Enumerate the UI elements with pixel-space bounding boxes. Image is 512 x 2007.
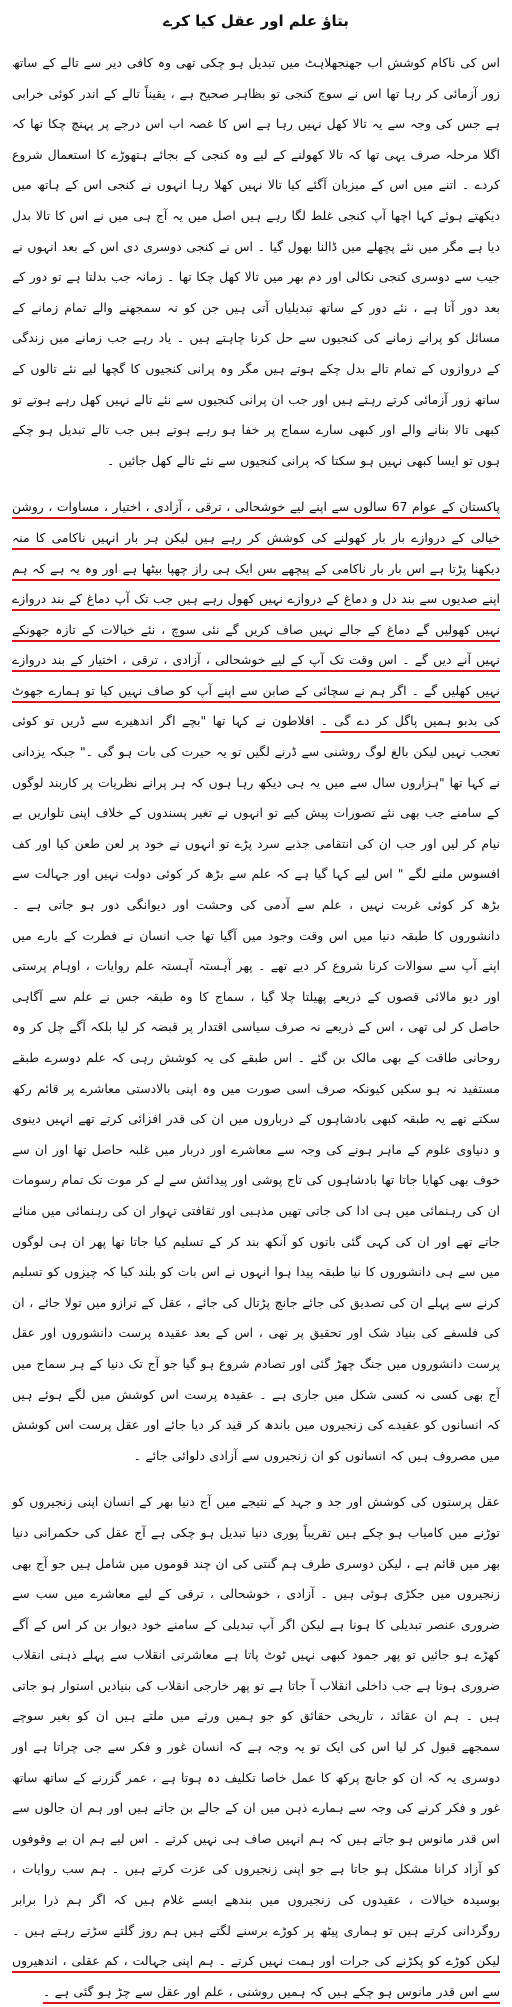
article-paragraph-1: اس کی ناکام کوشش اب جھنجھلاہٹ میں تبدیل ہو چکی تھی وہ کافی دیر سے تالے کے ساتھ زور آزمائی کر رہا تھا اس نے سوچ کنجی تو بظاہر صحیح ہے ، یقیناً تالے کے اندر کوئی خرابی ہے جس کی وجہ سے یہ تالا کھل نہیں رہا ہے اس کا غصہ اب اس درجے پر پہنچ چکا تھا کہ اگلا مرحلہ صرف یہی تھا کہ تالا کھولنے کے لیے وہ کنجی کے بجائے ہتھوڑے کا استعمال شروع کردے ۔ اتنے میں اس کے میزبان آگئے کیا تالا نہیں کھلا رہا انہوں نے کنجی اس کے ہاتھ میں دیکھتے ہوئے کہا اچھا آپ کنجی غلط لگا رہے ہیں اصل میں یہ آج ہی میں نے اس کا تالا بدل دیا ہے مگر میں نئے پچھلے میں ڈالنا بھول گیا ۔ اس نے کنجی دوسری دی اس کے بعد انہوں نے جیب سے دوسری کنجی نکالی اور دم بھر میں تالا کھل چکا تھا ۔ زمانہ جب بدلتا ہے تو دور کے بعد دور آتا ہے ، نئے دور کے ساتھ تبدیلیاں آتی ہیں جن کو نہ سمجھنے والے تمام زمانے کے مسائل کو پرانے زمانے کی کنجیوں سے حل کرنا چاہتے ہیں ۔ یاد رہے جب زمانے میں زندگی کے دروازوں کے تمام تالے بدل چکے ہوتے ہیں مگر وہ پرانی کنجیوں کا گچھا لیے نئے تالوں کے ساتھ زور آزمائی کرتے رہتے ہیں اور جب ان پرانی کنجیوں سے نئے تالے نہیں کھل رہے ہوتے تو کبھی تالا بنانے والے اور کبھی سارے سماج پر خفا ہو رہے ہوتے ہیں جب تالے تبدیل ہو چکے ہوں تو ایسا کبھی نہیں ہو سکتا کہ پرانی کنجیوں سے نئے تالے کھل جائیں ۔ xyxy=(12,55,500,468)
article-paragraph-2 xyxy=(12,492,500,1471)
paragraph-2-continuation: افلاطون نے کہا تھا "بچے اگر اندھیرے سے ڈریں تو کوئی تعجب نہیں لیکن بالغ لوگ روشنی سے ڈرنے لگیں تو یہ حیرت کی بات ہو گی ۔" جبکہ یزدانی نے کہا تھا "ہزاروں سال سے میں یہ ہی دیکھ رہا ہوں کہ ہر پرانے نظریات پر کاربند لوگوں کے سامنے جب بھی نئے تصورات پیش کیے تو انہوں نے تغیر پسندوں کے خلاف اپنی تلواریں بے نیام کر لیں اور جب ان کی انتقامی جذبے سرد پڑے تو انہوں نے خود پر لعن طعن کیا اور کف افسوس ملنے لگے " اس لیے کہا گیا ہے کہ علم سے بڑھ کر کوئی دولت نہیں اور جہالت سے بڑھ کر کوئی غربت نہیں ، علم سے آدمی کی وحشت اور دیوانگی دور ہو جاتی ہے ۔ دانشوروں کا طبقہ دنیا میں اس وقت وجود میں آگیا تھا جب انسان نے فطرت کے بارے میں اپنے آپ سے سوالات کرنا شروع کر دیے تھے ۔ پھر آہستہ آہستہ علم روایات ، اوہام پرستی اور دیو مالائی قصوں کے ذریعے پھیلتا چلا گیا ، سماج کا وہ طبقہ جس نے علم سے آگاہی حاصل کر لی تھی ، اس کے ذریعے نہ صرف سیاسی اقتدار پر قبضہ کر لیا بلکہ آگے چل کر وہ روحانی طاقت کے بھی مالک بن گئے ۔ اس طبقے کی یہ کوشش رہی کہ علم دوسرے طبقے مستفید نہ ہو سکیں کیونکہ صرف اسی صورت میں وہ اپنی بالادستی معاشرے پر قائم رکھ سکتے تھے یہ طبقہ کبھی بادشاہوں کے درباروں میں ان کی قدر افزائی کرتے تھے انہیں دینوی و دنیاوی علوم کے ماہر ہونے کی وجہ سے معاشرے اور دربار میں غلبہ حاصل تھا اور ان سے خوف بھی کھایا جاتا تھا بادشاہوں کی تاج پوشی اور پیدائش سے لے کر موت تک تمام رسومات ان کی رہنمائی میں ہی ادا کی جاتی تھیں مذہبی اور ثقافتی تہوار ان کی رہنمائی میں منائے جاتے تھے اور ان کی کہی گئی باتوں کو آنکھ بند کر کے تسلیم کیا جاتا تھا پھر ان ہی لوگوں میں سے ہی دانشوروں کا نیا طبقہ پیدا ہوا انہوں نے اس بات کو بلند کیا کہ چیزوں کو تسلیم کرنے سے پہلے ان کی تصدیق کی جائے جانچ پڑتال کی جائے ، عقل کے ترازو میں تولا جائے ، ان کی فلسفے کی بنیاد شک اور تحقیق پر تھی ، اس کے بعد عقیدہ پرست دانشوروں اور عقل پرست دانشوروں میں جنگ چھڑ گئی اور تصادم شروع ہو گیا جو آج تک دنیا کے ہر سماج میں آج بھی کسی نہ کسی شکل میں جاری ہے ۔ عقیدہ پرست اس کوشش میں لگے ہوئے ہیں کہ انسانوں کو عقیدے کی زنجیروں میں باندھ کر قید کر دیا جائے اور عقل پرست اس کوشش میں مصروف ہیں کہ انسانوں کو ان زنجیروں سے آزادی دلوائی جائے ۔ xyxy=(12,713,500,1463)
article-paragraph-3 xyxy=(12,1487,500,2007)
highlighted-passage-2: لیکن کوڑے کو پکڑنے کی جرات اور ہمت نہیں کرتے ۔ ہم اپنی جہالت ، کم عقلی ، اندھیروں سے اس قدر مانوس ہو چکے ہیں کہ ہمیں روشنی ، علم اور عقل سے چڑ ہو گئی ہے ۔ xyxy=(12,1953,500,1999)
paragraph-3-body: عقل پرستوں کی کوشش اور جد و جہد کے نتیجے میں آج دنیا بھر کے انسان اپنی زنجیروں کو توڑنے میں کامیاب ہو چکے ہیں تقریباً پوری دنیا تبدیل ہو چکی ہے آج عقل کی حکمرانی دنیا بھر میں قائم ہے ، لیکن دوسری طرف ہم گنتی کی ان چند قوموں میں شامل ہیں جو آج بھی زنجیروں میں جکڑی ہوئی ہیں ۔ آزادی ، خوشحالی ، ترقی کے لیے معاشرے میں سب سے ضروری عنصر تبدیلی کا ہونا ہے لیکن اگر آپ تبدیلی کے سامنے خود دیوار بن کر اس کے آگے کھڑے ہو جائیں تو پھر جمود کبھی نہیں ٹوٹ پاتا ہے معاشرتی انقلاب سے پہلے ذہنی انقلاب ضروری ہوتا ہے جب داخلی انقلاب آ جاتا ہے تو پھر خارجی انقلاب کی بنیادیں استوار ہو جاتی ہیں ۔ ہم ان عقائد ، تاریخی حقائق کو جو ہمیں ورثے میں ملتے ہیں ان کو بغیر سوچے سمجھے قبول کر لیا اس کی ایک تو یہ وجہ ہے کہ انسان غور و فکر سے جی چراتا ہے اور دوسری یہ کہ ان کو جانچ پرکھ کا عمل خاصا تکلیف دہ ہوتا ہے ، عمر گزرنے کے ساتھ ساتھ غور و فکر کرنے کی وجہ سے ہمارے ذہن میں ان کے جالے بن جاتے ہیں اور ہم ان جالوں سے اس قدر مانوس ہو جاتے ہیں کہ ہم انہیں صاف ہی نہیں کرتے ۔ اس لیے ہم ان بے وقوفوں کو آزاد کرانا مشکل ہو جاتا ہے جو اپنی زنجیروں کی عزت کرتے ہیں ۔ ہم سب روایات ، بوسیدہ خیالات ، عقیدوں کی زنجیروں میں بندھے ایسے غلام ہیں کہ اگر ہم ذرا برابر روگردانی کرتے ہیں تو ہماری پیٹھ پر کوڑے برسنے لگتے ہیں ہم روز گلتے سڑتے رہتے ہیں ۔ xyxy=(12,1494,500,1938)
article-title: بتاؤ علم اور عقل کیا کرے xyxy=(163,12,349,30)
highlighted-passage-1: پاکستان کے عوام 67 سالوں سے اپنے لیے خوشحالی ، ترقی ، آزادی ، اختیار ، مساوات ، روشن خیالی کے دروازے بار بار کھولنے کی کوشش کر رہے ہیں لیکن ہر بار انہیں ناکامی کا منہ دیکھنا پڑتا ہے اس بار بار ناکامی کے پیچھے بس ایک ہی راز چھپا بیٹھا ہے اور وہ یہ ہے کہ ہم اپنے صدیوں سے بند دل و دماغ کے دروازے نہیں کھول رہے ہیں جب تک آپ دماغ کے بند دروازے نہیں کھولیں گے دماغ کے جالے نہیں صاف کریں گے نئی سوچ ، نئے خیالات کے تازہ جھونکے نہیں آنے دیں گے ۔ اس وقت تک آپ کے لیے خوشحالی ، آزادی ، ترقی ، اختیار کے بند دروازے نہیں کھلیں گے ۔ اگر ہم نے سچائی کے صابن سے اپنے آپ کو صاف نہیں کیا تو ہمارے جھوٹ کی بدبو ہمیں پاگل کر دے گی ۔ xyxy=(12,499,500,729)
